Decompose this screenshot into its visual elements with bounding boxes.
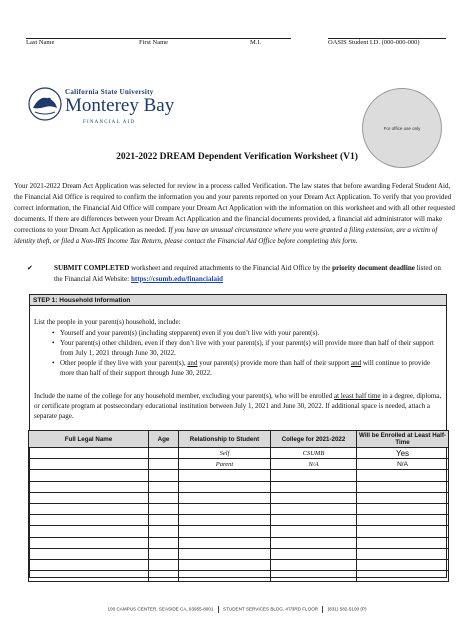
cell-age[interactable] [149,481,179,492]
cell-name[interactable] [29,481,149,492]
cell-age[interactable] [149,470,179,481]
cell-college[interactable] [271,571,357,582]
cell-relationship[interactable]: Self [179,448,271,459]
financial-aid-link[interactable]: https://csumb.edu/financialaid [130,275,223,283]
cell-enrolled[interactable] [357,548,449,559]
criteria-self-parents: Yourself and your parent(s) (including stepparent) even if you don’t live with your parent(s). [60,329,320,337]
list-item [52,358,442,378]
cell-name[interactable] [29,515,149,526]
cell-enrolled[interactable] [357,503,449,514]
intro-italic-note: If you have an unusual circumstance where you were granted a filing extension, are a victim of identity theft, or filed a Non-IRS Income Tax Return, please contact the Financial Aid Office before completing this form. [14,226,438,245]
intro-paragraph [14,181,460,247]
criteria-other-children: Your parent(s) other children, even if they don’t live with your parent(s), if your parent(s) will provide more than half of their support from July 1, 2021 through June 30, 2022. [60,339,434,357]
cell-age[interactable] [149,537,179,548]
table-row [29,559,449,570]
table-row [29,571,449,582]
cell-relationship[interactable]: Parent [179,459,271,470]
cell-college[interactable] [271,470,357,481]
col-relationship: Relationship to Student [179,431,271,448]
household-list-intro: List the people in your parent(s) household, include: [34,318,181,326]
intro-text: Your 2021-2022 Dream Act Application was selected for review in a process called Verification. The law states that before awarding Federal Student Aid, the Financial Aid Office is required to confirm the information you and your parents reported on your Dream Act Application. To verify that you provided correct information, the Financial Aid Office will compare your Dream Act Application with the information on this worksheet and with all other requested documents. If there are differences between your Dream Act Application and the financial documents provided, a financial aid administrator will make corrections to your Dream Act Application as needed. [14,182,455,234]
college-instruction-b: in a degree, diploma, or certificate program at postsecondary educational institution between July 1, 2021 and June 30, 2022. If additional space is needed, attach a separate page. [34,392,442,420]
cell-college[interactable] [271,481,357,492]
household-table [28,430,449,582]
cell-relationship[interactable] [179,571,271,582]
col-enrolled-half-time: Will be Enrolled at Least Half-Time [357,431,449,448]
cell-age[interactable] [149,526,179,537]
table-header-row [29,431,449,448]
cell-enrolled[interactable] [357,492,449,503]
otter-seal-icon [27,86,63,122]
submit-text-2: listed on the Financial Aid Website: [54,264,441,283]
college-instruction-half-time: at least half time [334,392,381,400]
priority-deadline-label: priority document deadline [332,264,415,272]
submit-text-1: worksheet and required attachments to the Financial Aid Office by the [131,264,331,272]
middle-initial-label: M.I. [250,39,262,46]
cell-name[interactable] [29,459,149,470]
footer-building: STUDENT SERVICES BLDG. 47/3RD FLOOR [223,606,319,612]
cell-relationship[interactable] [179,470,271,481]
table-row [29,526,449,537]
cell-name[interactable] [29,548,149,559]
cell-enrolled[interactable] [357,481,449,492]
table-row [29,515,449,526]
submit-completed-label: SUBMIT COMPLETED [54,264,130,272]
checkmark-icon: ✔ [27,264,33,272]
student-name-header [26,24,446,48]
cell-enrolled[interactable] [357,526,449,537]
first-name-label: First Name [139,39,169,46]
csumb-logo [27,84,227,134]
table-row [29,492,449,503]
footer-divider [218,606,219,613]
col-college: College for 2021-2022 [271,431,357,448]
university-name: California State University [65,88,154,96]
criteria-support: your parent(s) provide more than half of their support [199,359,350,367]
footer-phone: (831) 582-5100 (P) [327,606,367,612]
cell-college[interactable] [271,515,357,526]
cell-name[interactable] [29,470,149,481]
household-criteria-list [52,328,442,378]
cell-enrolled[interactable]: Yes [357,448,449,459]
cell-enrolled[interactable] [357,470,449,481]
table-row [29,537,449,548]
step1-header: STEP 1: Household Information [30,295,446,306]
cell-relationship[interactable] [179,503,271,514]
cell-relationship[interactable] [179,481,271,492]
cell-name[interactable] [29,448,149,459]
cell-name[interactable] [29,526,149,537]
college-instruction [34,391,444,421]
cell-age[interactable] [149,492,179,503]
table-row [29,548,449,559]
cell-age[interactable] [149,459,179,470]
cell-relationship[interactable] [179,492,271,503]
cell-enrolled[interactable] [357,559,449,570]
table-row [29,481,449,492]
list-item [52,328,442,338]
household-table-body [29,448,449,582]
table-row [29,470,449,481]
cell-enrolled[interactable] [357,537,449,548]
last-name-label: Last Name [26,39,55,46]
cell-age[interactable] [149,503,179,514]
cell-relationship[interactable] [179,548,271,559]
cell-relationship[interactable] [179,559,271,570]
criteria-and-2: and [351,359,362,367]
cell-name[interactable] [29,492,149,503]
cell-age[interactable] [149,548,179,559]
cell-name[interactable] [29,537,149,548]
table-row [29,448,449,459]
cell-college[interactable]: CSUMB [271,448,357,459]
cell-college[interactable] [271,537,357,548]
cell-college[interactable] [271,548,357,559]
criteria-continue-support: will continue to provide more than half of their support through June 30, 2022. [60,359,430,377]
oasis-id-label: OASIS Student I.D. (000-000-000) [328,39,420,46]
criteria-and-1: and [187,359,198,367]
cell-relationship[interactable] [179,526,271,537]
department-name: FINANCIAL AID [83,120,136,125]
cell-name[interactable] [29,503,149,514]
college-instruction-a: Include the name of the college for any household member, excluding your parent(s), who will be enrolled [34,392,333,400]
table-row [29,459,449,470]
footer-address: 100 CAMPUS CENTER, SEASIDE CA, 93955-8001 [107,606,214,612]
cell-relationship[interactable] [179,537,271,548]
cell-age[interactable] [149,515,179,526]
list-item [52,338,442,358]
cell-college[interactable] [271,526,357,537]
cell-college[interactable] [271,492,357,503]
cell-age[interactable] [149,571,179,582]
document-title: 2021-2022 DREAM Dependent Verification Worksheet (V1) [116,152,358,162]
cell-age[interactable] [149,448,179,459]
office-use-label: For office use only [383,125,421,131]
cell-college[interactable] [271,503,357,514]
table-row [29,503,449,514]
cell-age[interactable] [149,559,179,570]
col-age: Age [149,431,179,448]
cell-enrolled[interactable]: N/A [357,459,449,470]
cell-college[interactable] [271,559,357,570]
cell-name[interactable] [29,559,149,570]
campus-name: Monterey Bay [65,95,175,116]
cell-enrolled[interactable] [357,571,449,582]
col-full-legal-name: Full Legal Name [29,431,149,448]
cell-college[interactable]: N/A [271,459,357,470]
cell-name[interactable] [29,571,149,582]
criteria-other-people: Other people if they live with your parent(s), [60,359,186,367]
submit-instruction [27,263,450,285]
footer-divider [322,606,323,613]
page-footer [0,606,474,613]
cell-relationship[interactable] [179,515,271,526]
cell-enrolled[interactable] [357,515,449,526]
